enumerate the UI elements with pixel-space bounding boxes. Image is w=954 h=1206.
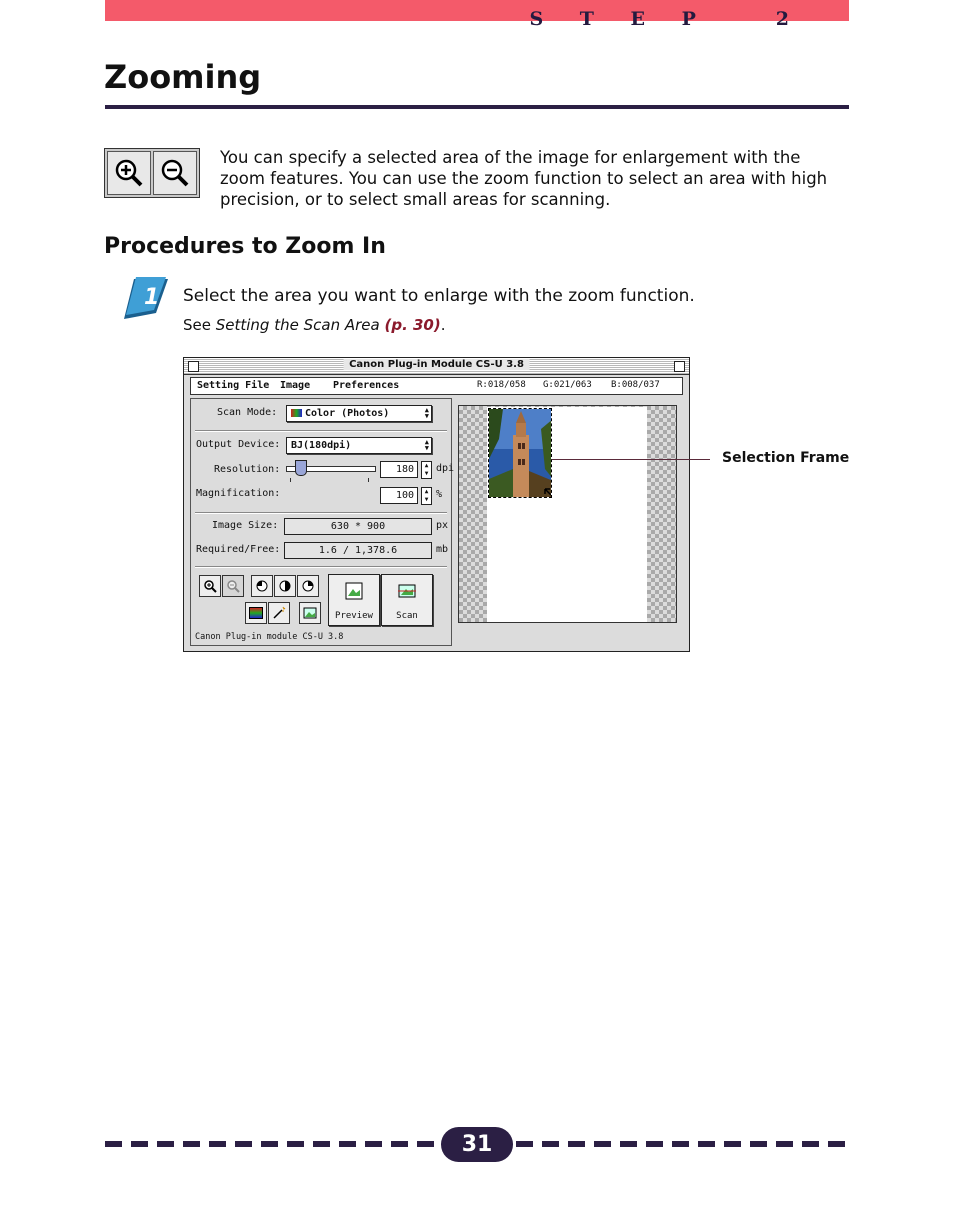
image-size-unit: px: [436, 520, 449, 531]
resolution-slider-thumb[interactable]: [295, 460, 307, 476]
output-device-value: BJ(180dpi): [291, 440, 352, 451]
color-adjust-button[interactable]: [245, 602, 267, 624]
scan-icon: [397, 581, 417, 601]
menu-preferences[interactable]: Preferences: [333, 380, 400, 391]
required-free-value: 1.6 / 1,378.6: [284, 542, 432, 559]
callout-leader-line: [552, 459, 710, 460]
image-size-label: Image Size:: [212, 520, 279, 531]
rgb-readout-b: B:008/037: [611, 380, 660, 390]
footer-dashes: [105, 1141, 440, 1147]
contrast-icon: [278, 579, 292, 593]
preview-button-label: Preview: [335, 611, 373, 621]
step-note-reference-title: Setting the Scan Area: [215, 316, 380, 334]
step-note: [183, 316, 446, 334]
scanner-dialog-window: [183, 357, 690, 652]
magnification-field[interactable]: 100: [380, 487, 418, 504]
magic-wand-icon: [272, 606, 286, 620]
step-number: 1: [144, 285, 160, 310]
rotate-right-button[interactable]: [297, 575, 319, 597]
menu-bar: [190, 377, 683, 395]
zoom-out-button[interactable]: [222, 575, 244, 597]
auto-tone-button[interactable]: [268, 602, 290, 624]
selection-frame[interactable]: [488, 408, 552, 498]
preview-area[interactable]: [458, 405, 677, 623]
preview-button[interactable]: [328, 574, 380, 626]
resolution-stepper[interactable]: ▲ ▼: [421, 461, 432, 479]
callout-label: Selection Frame: [722, 450, 850, 466]
scan-button[interactable]: [381, 574, 433, 626]
page-number: 31: [441, 1127, 513, 1162]
output-device-select[interactable]: [286, 437, 432, 454]
window-titlebar[interactable]: [184, 358, 689, 375]
window-title: Canon Plug-in Module CS-U 3.8: [343, 359, 530, 370]
rotate-left-button[interactable]: [251, 575, 273, 597]
resolution-unit: dpi: [436, 463, 455, 474]
step-label: S T E P 2: [529, 8, 804, 30]
menu-setting-file[interactable]: Setting File: [197, 380, 270, 391]
resolution-label: Resolution:: [214, 464, 281, 475]
title-rule: [105, 105, 849, 109]
step-note-suffix: .: [440, 316, 446, 334]
color-adjust-icon: [249, 607, 263, 619]
color-mode-icon: [291, 409, 302, 417]
intro-paragraph: You can specify a selected area of the image for enlargement with the zoom features. You can use the zoom function to select an area with high precision, or to select small areas for scanning.: [220, 148, 828, 209]
rgb-readout-g: G:021/063: [543, 380, 592, 390]
close-box[interactable]: [188, 361, 199, 372]
chevron-updown-icon: ▲ ▼: [424, 438, 429, 452]
page-title: Zooming: [104, 58, 262, 96]
picture-icon: [303, 607, 317, 619]
section-heading: Procedures to Zoom In: [104, 234, 386, 259]
zoom-in-icon: [203, 579, 217, 593]
rotate-left-icon: [255, 579, 269, 593]
step-note-prefix: See: [183, 316, 216, 334]
zoom-in-icon: [107, 151, 151, 195]
image-size-value: 630 * 900: [284, 518, 432, 535]
zoom-out-icon: [153, 151, 197, 195]
preview-photo: [489, 409, 552, 498]
divider: [195, 512, 447, 514]
page-reference-link[interactable]: (p. 30): [384, 316, 441, 334]
scan-mode-value: Color (Photos): [305, 408, 390, 419]
slider-tick: [368, 478, 369, 482]
required-free-label: Required/Free:: [196, 544, 281, 555]
output-device-label: Output Device:: [196, 439, 281, 450]
magnification-label: Magnification:: [196, 488, 281, 499]
step-number-badge: [122, 277, 170, 321]
zoom-icons-graphic: [104, 148, 200, 198]
status-line: Canon Plug-in module CS-U 3.8: [195, 632, 344, 642]
footer-dashes: [516, 1141, 849, 1147]
step-instruction: Select the area you want to enlarge with the zoom function.: [183, 286, 695, 306]
preview-icon: [344, 581, 364, 601]
menu-image[interactable]: Image: [280, 380, 311, 391]
slider-tick: [290, 478, 291, 482]
zoom-out-icon: [226, 579, 240, 593]
image-settings-button[interactable]: [299, 602, 321, 624]
magnification-unit: %: [436, 489, 443, 500]
chevron-updown-icon: ▲ ▼: [424, 406, 429, 420]
required-free-unit: mb: [436, 544, 449, 555]
divider: [195, 566, 447, 568]
flip-button[interactable]: [274, 575, 296, 597]
scan-mode-select[interactable]: [286, 405, 432, 422]
settings-panel: [190, 398, 455, 646]
scan-mode-label: Scan Mode:: [217, 407, 278, 418]
zoom-in-button[interactable]: [199, 575, 221, 597]
collapse-box[interactable]: [674, 361, 685, 372]
rgb-readout-r: R:018/058: [477, 380, 526, 390]
rotate-right-icon: [301, 579, 315, 593]
scan-button-label: Scan: [396, 611, 418, 621]
magnification-stepper[interactable]: ▲ ▼: [421, 487, 432, 505]
divider: [195, 430, 447, 432]
resolution-field[interactable]: 180: [380, 461, 418, 478]
